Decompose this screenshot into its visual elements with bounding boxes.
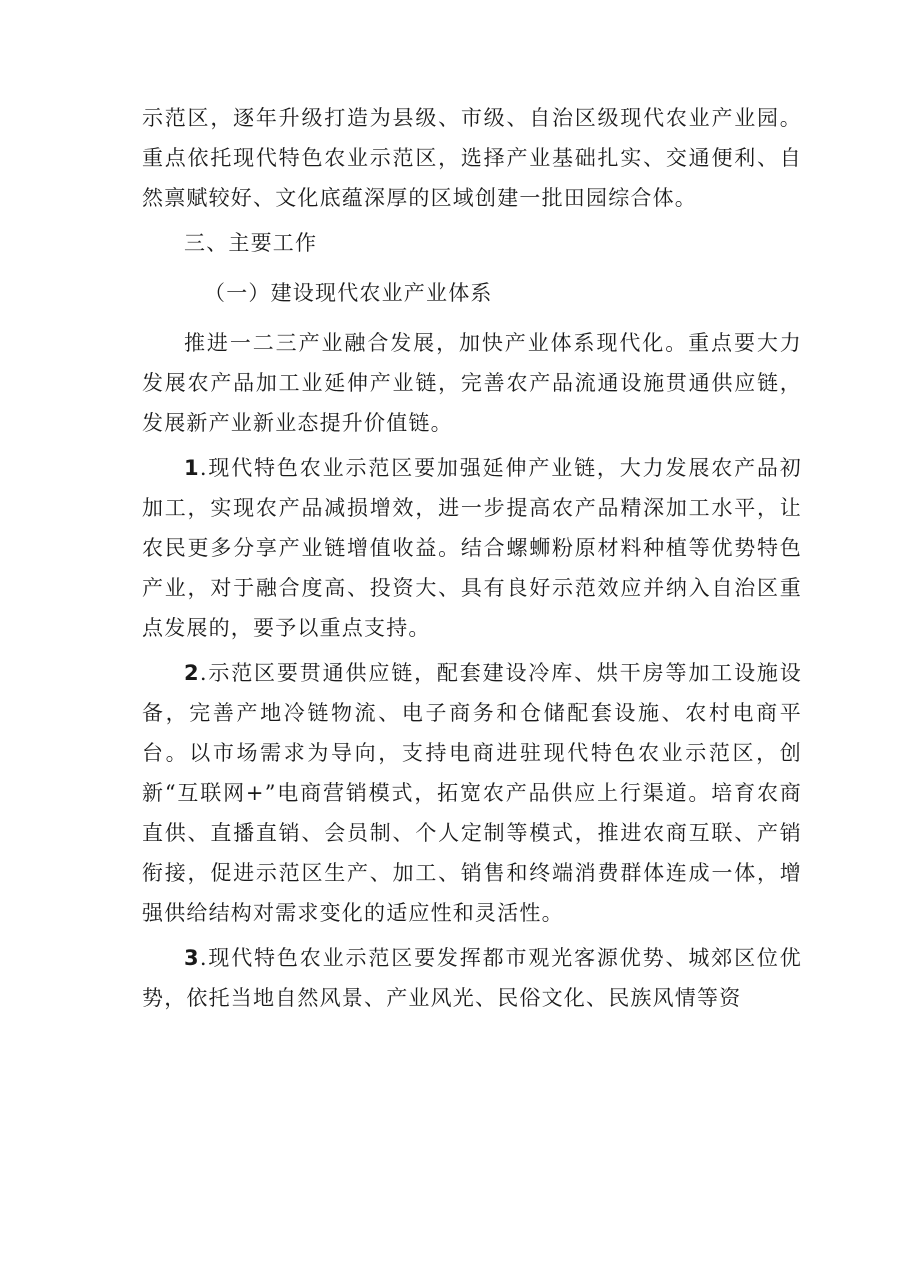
list-item-number: 1 (184, 456, 200, 480)
paragraph-intro: 推进一二三产业融合发展，加快产业体系现代化。重点要大力发展农产品加工业延伸产业链，完善农产品流通设施贯通供应链，发展新产业新业态提升价值链。 (142, 331, 802, 435)
list-item-3 (142, 938, 802, 1018)
list-item-2 (142, 653, 802, 933)
list-item-text: .示范区要贯通供应链，配套建设冷库、烘干房等加工设施设备，完善产地冷链物流、电子商务和仓储配套设施、农村电商平台。以市场需求为导向，支持电商进驻现代特色农业示范区，创新“互联网+”电商营销模式，拓宽农产品供应上行渠道。培育农商直供、直播直销、会员制、个人定制等模式，推进农商互联、产销衔接，促进示范区生产、加工、销售和终端消费群体连成一体，增强供给结构对需求变化的适应性和灵活性。 (142, 661, 802, 925)
list-item-text: .现代特色农业示范区要加强延伸产业链，大力发展农产品初加工，实现农产品减损增效，进一步提高农产品精深加工水平，让农民更多分享产业链增值收益。结合螺蛳粉原材料种植等优势特色产业，对于融合度高、投资大、具有良好示范效应并纳入自治区重点发展的，要予以重点支持。 (142, 456, 802, 640)
list-item-number: 3 (184, 946, 200, 970)
list-item-number: 2 (184, 661, 200, 685)
subsection-heading-industry-system: （一）建设现代农业产业体系 (204, 281, 493, 305)
list-item-1 (142, 448, 802, 648)
list-item-text: .现代特色农业示范区要发挥都市观光客源优势、城郊区位优势，依托当地自然风景、产业风光、民俗文化、民族风情等资 (142, 946, 802, 1010)
section-heading-main-work: 三、主要工作 (184, 231, 318, 255)
paragraph-continued: 示范区，逐年升级打造为县级、市级、自治区级现代农业产业园。重点依托现代特色农业示范区，选择产业基础扎实、交通便利、自然禀赋较好、文化底蕴深厚的区域创建一批田园综合体。 (142, 106, 802, 210)
